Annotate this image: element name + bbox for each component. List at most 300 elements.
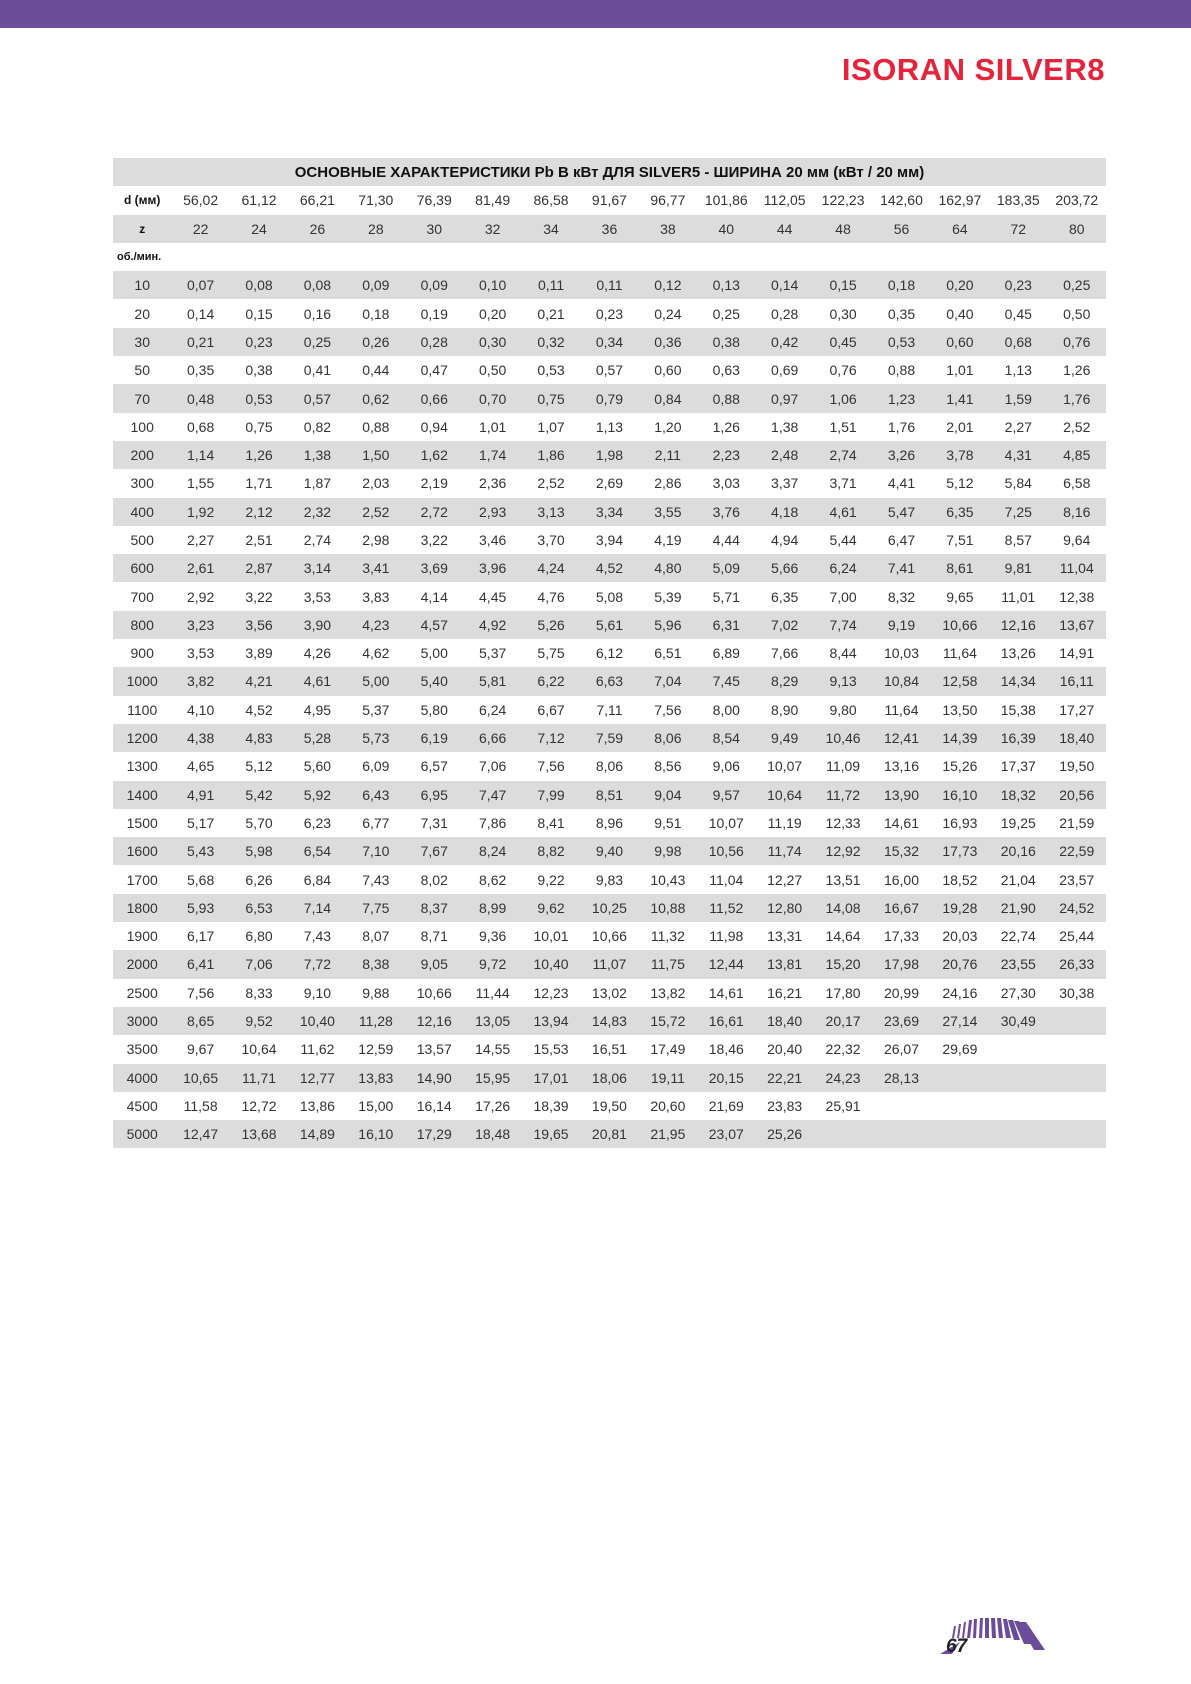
power-value-cell: 3,14 (288, 554, 346, 582)
power-value-cell: 3,90 (288, 611, 346, 639)
power-value-cell: 9,72 (463, 950, 521, 978)
power-value-cell: 4,10 (186, 701, 215, 718)
power-value-cell: 13,57 (416, 1041, 452, 1058)
power-value-cell: 3,96 (463, 554, 521, 582)
power-value-cell: 3,71 (829, 475, 857, 492)
power-value-cell: 0,88 (887, 362, 916, 379)
power-value-cell: 9,52 (230, 1007, 288, 1035)
power-value-cell: 0,79 (580, 384, 638, 412)
power-value-cell: 24,52 (1048, 894, 1107, 922)
table-row (113, 724, 1106, 752)
diameter-cell: 56,02 (183, 192, 219, 209)
rpm-cell: 800 (113, 611, 171, 639)
power-value-cell: 9,67 (186, 1041, 215, 1058)
power-value-cell: 0,16 (303, 305, 332, 322)
power-value-cell (931, 1120, 989, 1148)
power-value-cell: 15,32 (872, 837, 930, 865)
power-value-cell: 3,46 (479, 532, 507, 548)
power-value-cell (931, 1064, 989, 1092)
power-value-cell: 8,32 (887, 588, 916, 605)
diameter-cell: 101,86 (704, 192, 748, 209)
power-value-cell: 4,65 (186, 758, 215, 775)
rpm-cell: 10 (113, 271, 171, 299)
teeth-cell: 26 (288, 215, 346, 243)
power-value-cell: 0,47 (420, 362, 448, 379)
power-value-cell: 2,19 (420, 475, 448, 492)
power-value-cell (814, 1120, 872, 1148)
power-value-cell: 5,43 (171, 837, 229, 865)
power-value-cell: 14,64 (825, 928, 861, 945)
power-value-cell: 20,76 (931, 950, 989, 978)
power-value-cell: 1,51 (829, 418, 857, 435)
rpm-cell: 1400 (113, 781, 171, 809)
power-value-cell: 16,14 (416, 1097, 452, 1114)
power-value-cell: 16,61 (697, 1007, 755, 1035)
power-value-cell: 4,83 (230, 724, 288, 752)
rpm-cell: 500 (130, 532, 154, 548)
diameter-cell: 183,35 (996, 192, 1040, 209)
power-value-cell: 11,58 (183, 1097, 218, 1114)
power-value-cell: 7,66 (771, 645, 799, 662)
power-value-cell: 7,43 (303, 928, 332, 945)
power-value-cell: 0,42 (755, 328, 813, 356)
power-value-cell: 19,28 (931, 894, 989, 922)
power-value-cell: 8,02 (420, 871, 448, 888)
power-value-cell: 14,39 (931, 724, 989, 752)
table-row (113, 328, 1106, 356)
power-value-cell: 5,81 (463, 667, 521, 695)
power-value-cell: 5,84 (1004, 475, 1032, 492)
rpm-cell: 1700 (126, 871, 158, 888)
table-row (113, 299, 1106, 327)
power-value-cell: 4,85 (1048, 441, 1107, 469)
power-value-cell (989, 1064, 1047, 1092)
power-value-cell: 0,20 (931, 271, 989, 299)
teeth-cell: 36 (580, 215, 638, 243)
power-value-cell: 4,61 (814, 498, 872, 526)
power-value-cell: 15,53 (533, 1041, 569, 1058)
rpm-cell: 2000 (113, 950, 171, 978)
power-value-cell: 6,89 (712, 645, 740, 662)
power-value-cell: 5,71 (712, 588, 740, 605)
power-value-cell (872, 1092, 930, 1120)
power-value-cell: 4,45 (479, 588, 507, 605)
diameter-cell: 66,21 (299, 192, 335, 209)
power-value-cell: 14,91 (1059, 645, 1095, 662)
power-value-cell: 9,49 (755, 724, 813, 752)
power-value-cell: 9,62 (522, 894, 580, 922)
power-value-cell: 0,25 (288, 328, 346, 356)
diameter-cell: 81,49 (475, 192, 511, 209)
power-value-cell: 15,20 (814, 950, 872, 978)
power-value-cell: 5,47 (872, 498, 930, 526)
power-value-cell: 1,13 (1004, 362, 1032, 379)
table-row (113, 979, 1106, 1007)
power-value-cell: 19,50 (591, 1097, 627, 1114)
power-value-cell: 6,43 (347, 781, 405, 809)
power-value-cell: 6,57 (420, 758, 448, 775)
power-value-cell: 2,48 (755, 441, 813, 469)
power-value-cell: 3,03 (712, 475, 740, 492)
power-value-cell: 0,23 (989, 271, 1047, 299)
table-row (113, 1064, 1106, 1092)
rpm-label-row (113, 243, 1106, 271)
power-value-cell: 20,17 (814, 1007, 872, 1035)
diameter-label: d (мм) (123, 193, 161, 208)
power-value-cell: 10,25 (580, 894, 638, 922)
power-value-cell: 9,80 (829, 701, 857, 718)
power-value-cell: 19,50 (1059, 758, 1095, 775)
table-row (113, 1120, 1106, 1148)
power-value-cell: 17,33 (883, 928, 919, 945)
power-value-cell: 18,06 (580, 1064, 638, 1092)
table-row (113, 1007, 1106, 1035)
rpm-cell: 3000 (113, 1007, 171, 1035)
power-value-cell: 3,13 (522, 498, 580, 526)
power-value-cell: 14,55 (475, 1041, 511, 1058)
power-value-cell: 13,68 (230, 1120, 288, 1148)
power-value-cell: 7,25 (989, 498, 1047, 526)
power-value-cell: 10,64 (241, 1041, 277, 1058)
power-value-cell: 6,24 (814, 554, 872, 582)
power-value-cell: 5,80 (420, 701, 448, 718)
table-row (113, 696, 1106, 724)
power-value-cell: 2,23 (697, 441, 755, 469)
power-value-cell: 2,61 (171, 554, 229, 582)
teeth-cell: 40 (697, 215, 755, 243)
power-value-cell: 6,80 (245, 928, 273, 945)
power-value-cell: 3,78 (931, 441, 989, 469)
power-value-cell: 9,64 (1063, 532, 1091, 548)
power-value-cell: 2,27 (186, 532, 215, 548)
power-value-cell: 0,24 (654, 305, 682, 322)
power-value-cell: 14,08 (814, 894, 872, 922)
rpm-cell: 900 (130, 645, 154, 662)
power-value-cell: 4,91 (171, 781, 229, 809)
power-value-cell: 14,61 (883, 814, 919, 831)
rpm-cell: 4000 (113, 1064, 171, 1092)
power-value-cell: 2,01 (946, 418, 974, 435)
power-value-cell: 12,27 (767, 871, 803, 888)
power-value-cell: 0,38 (245, 362, 273, 379)
table-row (113, 809, 1106, 837)
power-value-cell: 9,40 (580, 837, 638, 865)
power-value-cell: 19,25 (1000, 814, 1036, 831)
power-value-cell: 0,69 (771, 362, 799, 379)
power-value-cell: 17,37 (1000, 758, 1036, 775)
power-value-cell: 5,93 (171, 894, 229, 922)
power-value-cell: 16,11 (1048, 667, 1107, 695)
diameter-cell: 112,05 (763, 192, 806, 209)
power-value-cell: 12,41 (872, 724, 930, 752)
power-value-cell: 10,88 (639, 894, 697, 922)
rpm-cell: 700 (130, 588, 154, 605)
rpm-cell: 600 (113, 554, 171, 582)
power-value-cell: 1,98 (580, 441, 638, 469)
power-value-cell: 12,72 (241, 1097, 277, 1114)
power-value-cell: 7,11 (596, 701, 623, 718)
power-value-cell: 1,76 (1048, 384, 1107, 412)
power-value-cell: 6,67 (537, 701, 565, 718)
teeth-cell: 24 (230, 215, 288, 243)
power-value-cell: 0,60 (931, 328, 989, 356)
teeth-cell: 28 (347, 215, 405, 243)
power-value-cell: 0,08 (230, 271, 288, 299)
power-value-cell: 7,02 (755, 611, 813, 639)
power-value-cell: 5,17 (186, 814, 215, 831)
power-value-cell: 13,51 (825, 871, 861, 888)
power-value-cell: 13,16 (883, 758, 919, 775)
table-row (113, 1035, 1106, 1063)
power-value-cell: 8,33 (245, 984, 273, 1001)
power-value-cell: 10,40 (522, 950, 580, 978)
power-value-cell: 0,45 (1004, 305, 1032, 322)
power-value-cell: 0,38 (697, 328, 755, 356)
power-value-cell: 0,53 (537, 362, 565, 379)
power-value-cell: 12,44 (697, 950, 755, 978)
power-value-cell: 21,04 (1000, 871, 1036, 888)
power-value-cell (1048, 1064, 1107, 1092)
power-value-cell: 19,11 (639, 1064, 697, 1092)
power-value-cell: 0,48 (171, 384, 229, 412)
power-value-cell: 0,09 (347, 271, 405, 299)
power-value-cell: 18,40 (1048, 724, 1107, 752)
power-value-cell: 0,94 (420, 418, 448, 435)
power-value-cell: 11,64 (942, 645, 977, 662)
power-value-cell: 6,53 (230, 894, 288, 922)
power-value-cell: 0,20 (479, 305, 507, 322)
power-value-cell: 11,04 (709, 871, 744, 888)
rpm-cell: 3500 (126, 1041, 158, 1058)
power-value-cell: 0,76 (829, 362, 857, 379)
rpm-label: об./мин. (117, 251, 162, 264)
power-value-cell: 0,57 (595, 362, 624, 379)
teeth-cell: 80 (1048, 215, 1107, 243)
power-value-cell: 2,72 (405, 498, 463, 526)
power-value-cell: 16,10 (347, 1120, 405, 1148)
power-value-cell: 20,99 (883, 984, 919, 1001)
power-value-cell: 20,03 (942, 928, 978, 945)
diameter-cell: 162,97 (938, 192, 982, 209)
table-row (113, 639, 1106, 667)
power-value-cell: 23,57 (1059, 871, 1095, 888)
power-value-cell: 1,62 (405, 441, 463, 469)
table-row (113, 1092, 1106, 1120)
power-value-cell: 5,70 (245, 814, 273, 831)
power-value-cell: 0,07 (171, 271, 229, 299)
diameter-cell: 71,30 (358, 192, 394, 209)
power-value-cell: 17,73 (931, 837, 989, 865)
power-value-cell: 23,07 (697, 1120, 755, 1148)
power-value-cell: 0,13 (697, 271, 755, 299)
power-value-cell: 1,38 (288, 441, 346, 469)
power-value-cell: 10,66 (591, 928, 627, 945)
power-value-cell: 3,94 (595, 532, 624, 548)
power-value-cell: 3,41 (347, 554, 405, 582)
power-value-cell: 0,57 (288, 384, 346, 412)
power-value-cell: 5,44 (829, 532, 857, 548)
power-value-cell: 7,86 (479, 814, 507, 831)
power-value-cell: 0,41 (303, 362, 332, 379)
power-value-cell: 8,44 (829, 645, 857, 662)
power-value-cell (989, 1092, 1047, 1120)
power-value-cell: 4,26 (303, 645, 332, 662)
power-value-cell: 9,57 (697, 781, 755, 809)
power-value-cell: 1,87 (303, 475, 332, 492)
power-value-cell: 20,15 (697, 1064, 755, 1092)
power-value-cell: 18,39 (533, 1097, 569, 1114)
power-value-cell: 6,58 (1063, 475, 1091, 492)
diameter-cell: 142,60 (880, 192, 923, 209)
power-value-cell: 0,50 (1063, 305, 1091, 322)
power-value-cell: 0,53 (872, 328, 930, 356)
rpm-cell: 100 (130, 418, 154, 435)
power-value-cell: 7,31 (420, 814, 448, 831)
rpm-cell: 300 (130, 475, 154, 492)
power-value-cell: 9,36 (479, 928, 507, 945)
power-value-cell: 11,01 (1001, 588, 1036, 605)
teeth-row (113, 215, 1106, 243)
power-value-cell: 5,42 (230, 781, 288, 809)
power-value-cell: 12,16 (405, 1007, 463, 1035)
power-value-cell: 15,26 (942, 758, 978, 775)
table-row (113, 384, 1106, 412)
power-value-cell: 20,16 (989, 837, 1047, 865)
power-value-cell: 5,28 (288, 724, 346, 752)
power-value-cell: 21,95 (639, 1120, 697, 1148)
power-value-cell: 8,16 (1048, 498, 1107, 526)
power-value-cell: 0,15 (814, 271, 872, 299)
power-value-cell: 12,38 (1059, 588, 1095, 605)
power-value-cell: 6,35 (931, 498, 989, 526)
power-value-cell (931, 1092, 989, 1120)
rpm-cell: 20 (134, 305, 150, 322)
power-value-cell: 0,21 (171, 328, 229, 356)
power-value-cell: 0,35 (887, 305, 916, 322)
power-value-cell: 15,95 (463, 1064, 521, 1092)
power-value-cell: 3,23 (171, 611, 229, 639)
power-value-cell: 16,51 (591, 1041, 627, 1058)
power-value-cell: 6,23 (303, 814, 332, 831)
power-value-cell: 4,52 (580, 554, 638, 582)
power-value-cell: 16,21 (767, 984, 803, 1001)
table-row (113, 271, 1106, 299)
power-value-cell: 14,83 (580, 1007, 638, 1035)
power-value-cell: 4,94 (771, 532, 799, 548)
power-value-cell: 1,59 (989, 384, 1047, 412)
power-value-cell: 4,62 (362, 645, 390, 662)
brand-title: ISORAN SILVER8 (841, 52, 1105, 87)
diameter-cell: 76,39 (416, 192, 452, 209)
power-value-cell: 8,90 (771, 701, 799, 718)
rpm-cell: 1200 (113, 724, 171, 752)
table-row (113, 413, 1106, 441)
power-value-cell: 3,76 (697, 498, 755, 526)
power-value-cell: 11,04 (1048, 554, 1107, 582)
power-value-cell: 3,37 (771, 475, 799, 492)
power-value-cell (989, 1035, 1047, 1063)
power-value-cell: 10,01 (533, 928, 569, 945)
power-value-cell: 1,76 (887, 418, 916, 435)
power-value-cell: 1,50 (347, 441, 405, 469)
power-value-cell: 0,50 (479, 362, 507, 379)
power-value-cell: 9,65 (946, 588, 974, 605)
power-value-cell: 9,13 (814, 667, 872, 695)
table-row (113, 554, 1106, 582)
power-value-cell: 11,62 (300, 1041, 335, 1058)
power-value-cell: 30,49 (989, 1007, 1047, 1035)
power-value-cell: 1,23 (872, 384, 930, 412)
power-value-cell: 3,26 (872, 441, 930, 469)
teeth-label: z (113, 215, 171, 243)
power-value-cell: 11,71 (230, 1064, 288, 1092)
top-accent-bar (0, 0, 1191, 28)
power-value-cell: 1,26 (1063, 362, 1091, 379)
power-value-cell: 4,92 (463, 611, 521, 639)
power-value-cell: 12,92 (814, 837, 872, 865)
diameter-row (113, 186, 1106, 214)
power-value-cell: 11,98 (709, 928, 744, 945)
rpm-cell: 1000 (113, 667, 171, 695)
power-value-cell: 13,81 (755, 950, 813, 978)
power-value-cell: 15,72 (639, 1007, 697, 1035)
power-value-cell: 10,84 (872, 667, 930, 695)
power-value-cell: 8,99 (463, 894, 521, 922)
power-value-cell: 0,88 (362, 418, 390, 435)
power-value-cell: 0,75 (522, 384, 580, 412)
power-value-cell: 3,34 (580, 498, 638, 526)
power-value-cell: 20,81 (580, 1120, 638, 1148)
power-value-cell: 2,69 (595, 475, 624, 492)
power-value-cell: 7,43 (362, 871, 390, 888)
power-value-cell: 6,77 (362, 814, 390, 831)
table-row (113, 498, 1106, 526)
power-value-cell: 11,75 (639, 950, 697, 978)
power-value-cell: 7,10 (347, 837, 405, 865)
table-row (113, 667, 1106, 695)
power-value-cell: 11,28 (347, 1007, 405, 1035)
power-value-cell: 5,09 (697, 554, 755, 582)
power-value-cell: 12,23 (533, 984, 569, 1001)
power-value-cell: 8,06 (595, 758, 624, 775)
power-value-cell: 0,68 (989, 328, 1047, 356)
power-value-cell: 8,57 (1004, 532, 1032, 548)
power-value-cell: 13,50 (942, 701, 978, 718)
power-value-cell: 13,02 (591, 984, 627, 1001)
power-value-cell: 17,80 (825, 984, 861, 1001)
power-value-cell: 0,84 (639, 384, 697, 412)
rpm-cell: 70 (113, 384, 171, 412)
power-value-cell: 4,23 (347, 611, 405, 639)
power-value-cell: 6,95 (405, 781, 463, 809)
power-value-cell: 0,28 (771, 305, 799, 322)
power-value-cell: 12,33 (825, 814, 861, 831)
table-row (113, 611, 1106, 639)
power-value-cell: 24,16 (942, 984, 978, 1001)
power-value-cell: 12,77 (288, 1064, 346, 1092)
power-value-cell: 22,59 (1048, 837, 1107, 865)
power-value-cell: 21,90 (989, 894, 1047, 922)
power-value-cell: 1,41 (931, 384, 989, 412)
power-value-cell: 7,06 (230, 950, 288, 978)
power-value-cell: 16,67 (872, 894, 930, 922)
rpm-cell: 1500 (126, 814, 158, 831)
power-value-cell: 0,26 (347, 328, 405, 356)
power-value-cell: 0,14 (186, 305, 215, 322)
power-value-cell: 4,76 (537, 588, 565, 605)
power-value-cell: 10,03 (883, 645, 919, 662)
power-value-cell: 3,70 (537, 532, 565, 548)
